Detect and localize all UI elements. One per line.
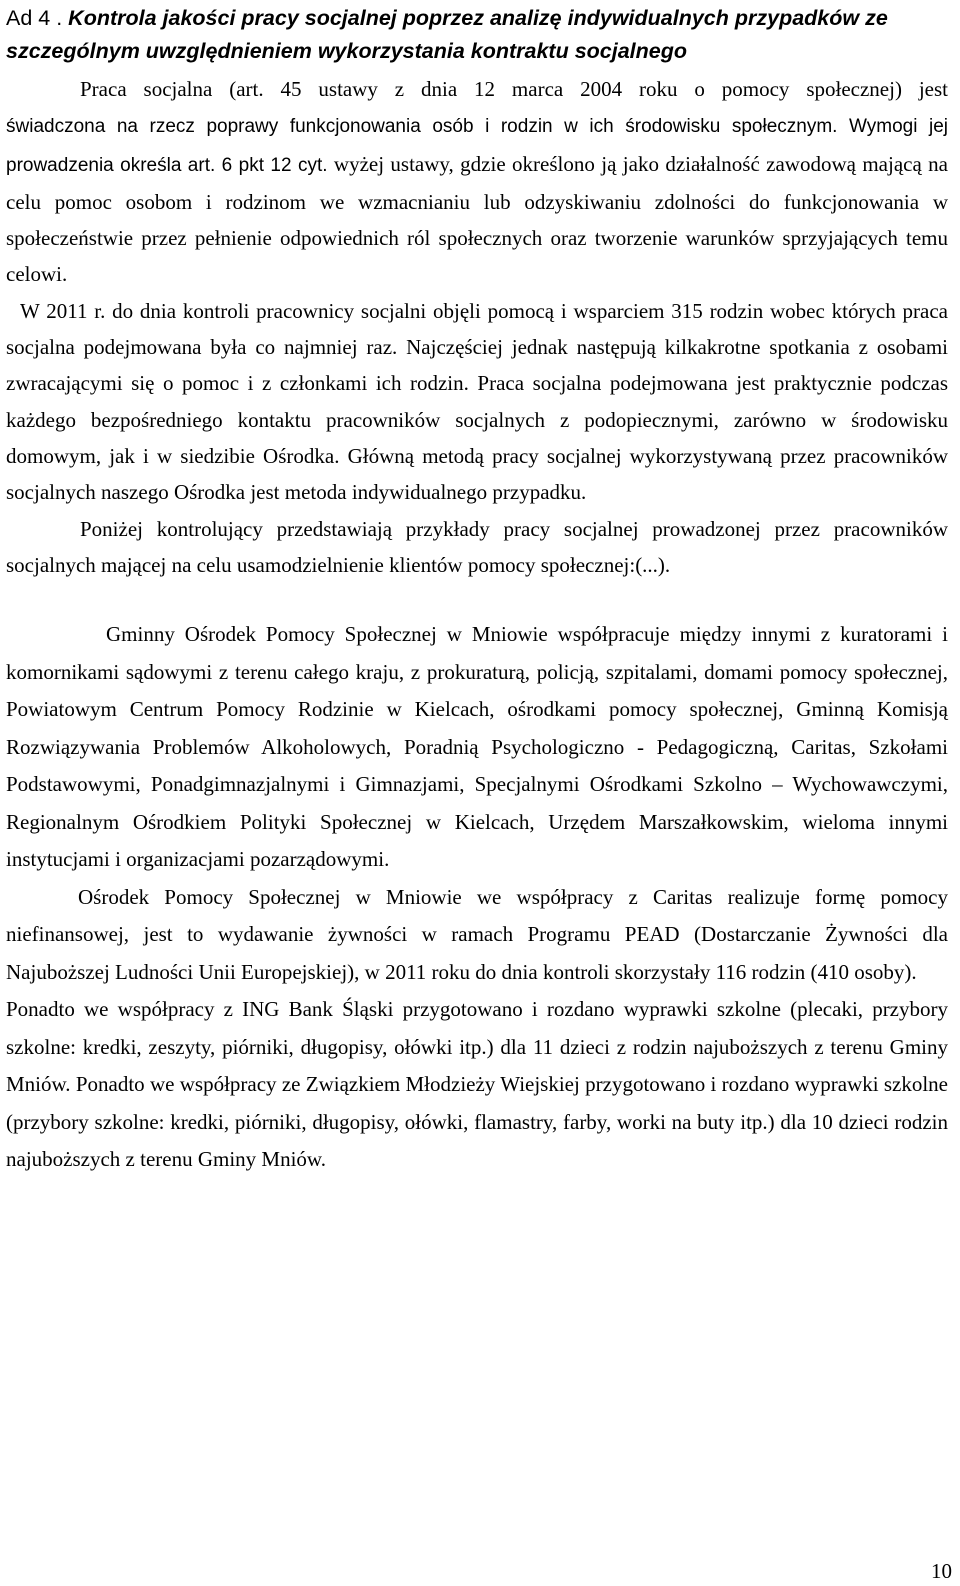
paragraph-cooperation: Gminny Ośrodek Pomocy Społecznej w Mniowie współpracuje między innymi z kuratorami i komornikami sądowymi z terenu całego kraju, z prokuraturą, policją, szpitalami, domami pomocy społecznej, Powiatowym Centrum Pomocy Rodzinie w Kielcach, ośrodkami pomocy społecznej, Gminną Komisją Rozwiązywania Problemów Alkoholowych, Poradnią Psychologiczno - Pedagogiczną, Caritas, Szkołami Podstawowymi, Ponadgimnazjalnymi i Gimnazjami, Specjalnymi Ośrodkami Szkolno – Wychowawczymi, Regionalnym Ośrodkiem Polityki Społecznej w Kielcach, Urzędem Marszałkowskim, wieloma innymi instytucjami i organizacjami pozarządowymi. [6,622,948,872]
paragraph-pead-program: Ośrodek Pomocy Społecznej w Mniowie we współpracy z Caritas realizuje formę pomocy niefinansowej, jest to wydawanie żywności w ramach Programu PEAD (Dostarczanie Żywności dla Najuboższej Ludności Unii Europejskiej), w 2011 roku do dnia kontroli skorzystały 116 rodzin (410 osoby). [6,884,948,984]
document-page [6,0,948,1179]
paragraph-school-supplies: Ponadto we współpracy z ING Bank Śląski przygotowano i rozdano wyprawki szkolne (plecaki, przybory szkolne: kredki, zeszyty, piórniki, długopisy, ołówki itp.) dla 11 dzieci z rodzin najuboższych z terenu Gminy Mniów. Ponadto we współpracy ze Związkiem Młodzieży Wiejskiej przygotowano i rozdano wyprawki szkolne (przybory szkolne: kredki, piórniki, długopisy, ołówki, flamastry, farby, worki na buty itp.) dla 10 dzieci rodzin najuboższych z terenu Gminy Mniów. [6,997,948,1172]
section-title: Kontrola jakości pracy socjalnej poprzez analizę indywidualnych przypadków ze szczególnym uwzględnieniem wykorzystania kontraktu socjalnego [6,6,888,63]
paragraph-social-work-requirements: świadczona na rzecz poprawy funkcjonowania osób i rodzin w ich środowisku społecznym. Wymogi jej prowadzenia określa art. 6 pkt 12 cyt. wyżej ustawy, gdzie określono ją jako działalność zawodową mającą na celu pomoc osobom i rodzinom we wzmacnianiu lub odzyskiwaniu zdolności do funkcjonowania w społeczeństwie przez pełnienie odpowiednich ról społecznych oraz tworzenie warunków sprzyjających temu celowi. [6,116,948,287]
paragraph-examples-intro: Poniżej kontrolujący przedstawiają przykłady pracy socjalnej prowadzonej przez pracowników socjalnych mającej na celu usamodzielnienie klientów pomocy społecznej:(...). [6,516,948,577]
section-heading [6,0,948,68]
paragraph-social-work-definition: Praca socjalna (art. 45 ustawy z dnia 12 marca 2004 roku o pomocy społecznej) jest [80,77,948,101]
section-number: Ad 4 . [6,6,63,30]
paragraph-2011-statistics: W 2011 r. do dnia kontroli pracownicy socjalni objęli pomocą i wsparciem 315 rodzin wobec których praca socjalna podejmowana była co najmniej raz. Najczęściej jednak następują kilkakrotne spotkania z osobami zwracającymi się o pomoc i z członkami ich rodzin. Praca socjalna podejmowana jest praktycznie podczas każdego bezpośredniego kontaktu pracowników socjalnych z podopiecznymi, zarówno w środowisku domowym, jak i w siedzibie Ośrodka. Główną metodą pracy socjalnej wykorzystywaną przez pracowników socjalnych naszego Ośrodka jest metoda indywidualnego przypadku. [6,298,948,505]
page-number: 10 [931,1559,952,1583]
